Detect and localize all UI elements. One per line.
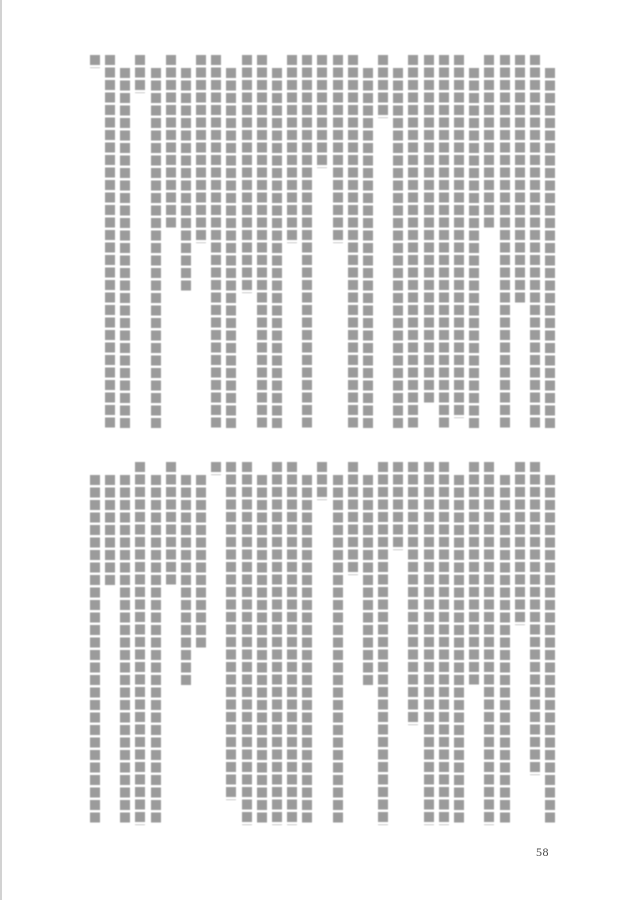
text-block-lower bbox=[88, 462, 555, 832]
text-line bbox=[500, 55, 510, 430]
text-line bbox=[469, 462, 479, 687]
text-line bbox=[515, 55, 525, 305]
text-line bbox=[151, 68, 161, 431]
text-line bbox=[393, 462, 403, 550]
text-line bbox=[211, 55, 221, 430]
text-line bbox=[408, 55, 418, 430]
text-line bbox=[242, 55, 252, 293]
text-line bbox=[378, 55, 388, 118]
text-line bbox=[120, 475, 130, 825]
text-line bbox=[135, 55, 145, 93]
text-line bbox=[454, 475, 464, 825]
text-line bbox=[484, 462, 494, 825]
text-line bbox=[363, 68, 373, 431]
text-line bbox=[317, 462, 327, 500]
text-line bbox=[135, 462, 145, 825]
text-line bbox=[181, 68, 191, 293]
text-line bbox=[242, 462, 252, 825]
text-line bbox=[166, 55, 176, 230]
text-line bbox=[545, 68, 555, 431]
text-line bbox=[408, 462, 418, 725]
text-line bbox=[424, 55, 434, 405]
text-line bbox=[196, 475, 206, 650]
text-line bbox=[166, 462, 176, 587]
text-line bbox=[317, 55, 327, 168]
text-line bbox=[287, 55, 297, 243]
text-line bbox=[90, 475, 100, 825]
text-line bbox=[439, 55, 449, 430]
text-line bbox=[363, 475, 373, 688]
text-line bbox=[348, 462, 358, 575]
text-block-upper bbox=[88, 55, 555, 441]
text-line bbox=[151, 475, 161, 825]
text-line bbox=[424, 462, 434, 825]
text-line bbox=[90, 55, 100, 68]
text-line bbox=[196, 55, 206, 243]
text-line bbox=[287, 462, 297, 825]
text-line bbox=[257, 55, 267, 430]
text-line bbox=[545, 475, 555, 825]
text-line bbox=[105, 55, 115, 430]
text-line bbox=[257, 475, 267, 825]
text-line bbox=[333, 55, 343, 243]
text-line bbox=[500, 475, 510, 825]
text-line bbox=[120, 68, 130, 431]
text-line bbox=[105, 475, 115, 588]
text-line bbox=[302, 55, 312, 430]
text-line bbox=[226, 68, 236, 431]
text-line bbox=[454, 55, 464, 418]
text-line bbox=[348, 55, 358, 430]
page-number: 58 bbox=[536, 845, 549, 859]
text-line bbox=[272, 462, 282, 825]
text-line bbox=[333, 475, 343, 825]
text-line bbox=[484, 55, 494, 230]
text-line bbox=[530, 462, 540, 775]
text-line bbox=[302, 475, 312, 825]
text-line bbox=[211, 462, 221, 475]
text-line bbox=[393, 68, 403, 431]
text-line bbox=[378, 462, 388, 825]
text-line bbox=[530, 55, 540, 430]
text-line bbox=[515, 462, 525, 625]
text-line bbox=[439, 462, 449, 825]
text-line bbox=[272, 68, 282, 431]
text-line bbox=[469, 68, 479, 431]
text-line bbox=[226, 462, 236, 800]
text-line bbox=[181, 475, 191, 688]
